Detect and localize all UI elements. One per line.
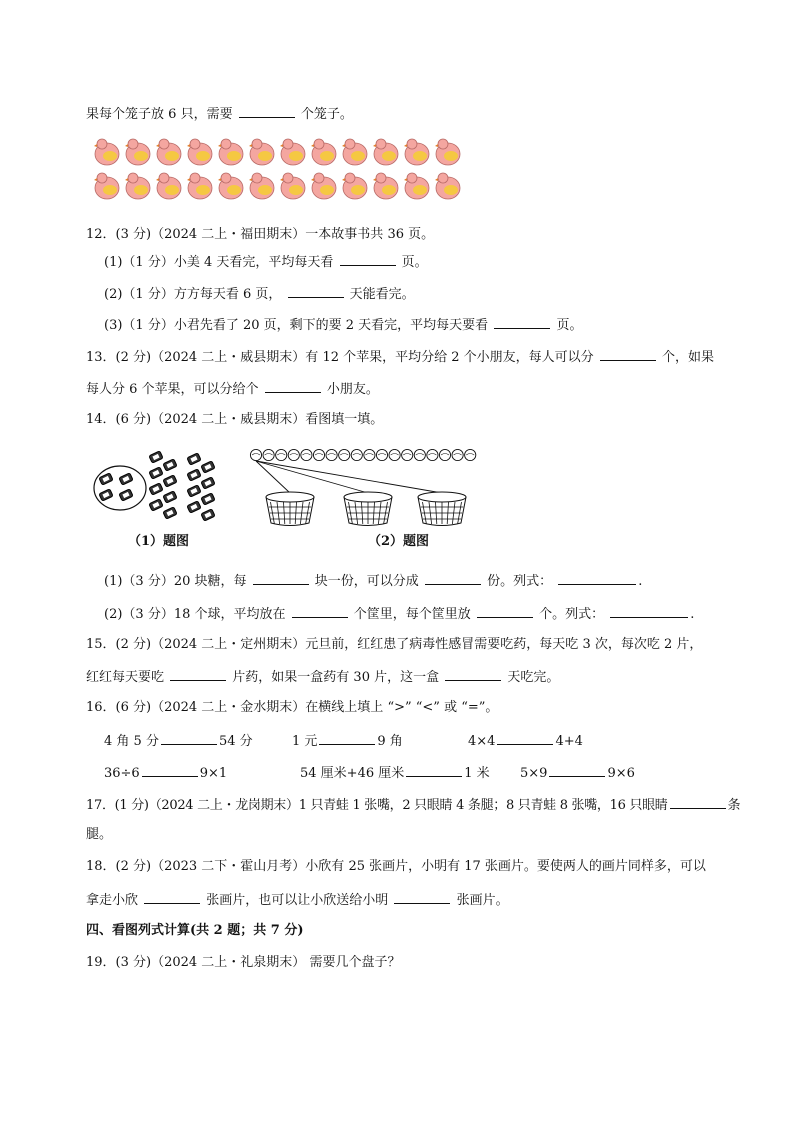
chick-icon — [249, 139, 274, 165]
answer-blank[interactable] — [477, 604, 533, 618]
q16-row2-c: 5×9 9×6 — [520, 763, 635, 783]
candy-icon — [163, 459, 177, 471]
chick-icon — [404, 139, 429, 165]
q14-sub2: (2)（3 分）18 个球，平均放在 个筐里，每个筐里放 个。列式： . — [104, 604, 694, 624]
q13-line1: 13．(2 分)（2024 二上・威县期末）有 12 个苹果，平均分给 2 个小朋友，每人可以分 个，如果 — [86, 347, 714, 367]
chick-icon — [94, 173, 119, 199]
chick-icon — [342, 173, 367, 199]
basket-icon — [266, 492, 314, 526]
answer-blank[interactable] — [144, 890, 200, 904]
candy-icon — [187, 485, 201, 497]
candy-icon — [163, 475, 177, 487]
equation-blank[interactable] — [610, 604, 688, 618]
candy-icon — [201, 461, 215, 473]
q14-sub1: (1)（3 分）20 块糖，每 块一份，可以分成 份。列式： . — [104, 571, 642, 591]
candy-icon — [99, 473, 113, 485]
q12-sub1: (1)（1 分）小美 4 天看完，平均每天看 页。 — [104, 252, 428, 272]
candy-icon — [201, 493, 215, 505]
compare-blank[interactable] — [549, 763, 605, 777]
section-4-heading: 四、看图列式计算(共 2 题；共 7 分) — [86, 923, 304, 938]
q18-line2: 拿走小欣 张画片，也可以让小欣送给小明 张画片。 — [86, 890, 509, 910]
chick-icon — [435, 139, 460, 165]
q16-row2-a: 36÷6 9×1 — [104, 763, 227, 783]
compare-blank[interactable] — [319, 731, 375, 745]
candy-icon — [187, 453, 201, 465]
chick-icon — [280, 139, 305, 165]
candy-icon — [201, 509, 215, 521]
q18-line1: 18．(2 分)（2023 二下・霍山月考）小欣有 25 张画片，小明有 17 张画片。要使两人的画片同样多，可以 — [86, 859, 706, 874]
answer-blank[interactable] — [253, 571, 309, 585]
compare-blank[interactable] — [406, 763, 462, 777]
q15-line1: 15．(2 分)（2024 二上・定州期末）元旦前，红红患了病毒性感冒需要吃药，每天吃 3 次，每次吃 2 片， — [86, 637, 703, 652]
q12-head: 12．(3 分)（2024 二上・福田期末）一本故事书共 36 页。 — [86, 227, 435, 242]
chick-icon — [404, 173, 429, 199]
chick-illustration — [86, 134, 466, 204]
chick-icon — [249, 173, 274, 199]
ball-row — [250, 449, 475, 493]
chick-icon — [156, 173, 181, 199]
answer-blank[interactable] — [265, 379, 321, 393]
candy-group — [94, 451, 215, 521]
equation-blank[interactable] — [558, 571, 636, 585]
fig1-label: （1）题图 — [128, 534, 190, 549]
compare-blank[interactable] — [161, 731, 217, 745]
chick-icon — [435, 173, 460, 199]
chick-icon — [218, 173, 243, 199]
candy-icon — [149, 451, 163, 463]
compare-blank[interactable] — [142, 763, 198, 777]
candy-icon — [99, 489, 113, 501]
circled-group — [94, 466, 146, 510]
chick-icon — [342, 139, 367, 165]
candy-icon — [149, 483, 163, 495]
q17-line2: 腿。 — [86, 827, 113, 842]
chick-icon — [125, 139, 150, 165]
q12-sub2: (2)（1 分）方方每天看 6 页， 天能看完。 — [104, 284, 415, 304]
basket-icon — [344, 492, 392, 526]
chick-icon — [94, 139, 119, 165]
candy-icon — [119, 489, 133, 501]
q16-row1-a: 4 角 5 分 54 分 — [104, 731, 253, 751]
answer-blank[interactable] — [494, 315, 550, 329]
candy-icon — [119, 473, 133, 485]
answer-blank[interactable] — [394, 890, 450, 904]
candy-icon — [149, 467, 163, 479]
answer-blank[interactable] — [670, 795, 726, 809]
q15-line2: 红红每天要吃 片药，如果一盒药有 30 片，这一盒 天吃完。 — [86, 667, 559, 687]
candy-icon — [149, 499, 163, 511]
chick-icon — [373, 173, 398, 199]
candy-icon — [163, 491, 177, 503]
chick-icon — [311, 173, 336, 199]
chick-icon — [311, 139, 336, 165]
compare-blank[interactable] — [497, 731, 553, 745]
chick-icon — [187, 139, 212, 165]
candy-icon — [163, 507, 177, 519]
chick-icon — [187, 173, 212, 199]
candy-icon — [187, 469, 201, 481]
chick-icon — [125, 173, 150, 199]
chick-icon — [280, 173, 305, 199]
q11-tail-line: 果每个笼子放 6 只，需要 个笼子。 — [86, 104, 353, 124]
chick-icon — [218, 139, 243, 165]
q16-row1-c: 4×4 4+4 — [468, 731, 583, 751]
q17-line1: 17．(1 分)（2024 二上・龙岗期末）1 只青蛙 1 张嘴，2 只眼睛 4 条腿；8 只青蛙 8 张嘴，16 只眼睛 条 — [86, 795, 740, 815]
answer-blank[interactable] — [340, 252, 396, 266]
fig2-label: （2）题图 — [368, 534, 430, 549]
q16-head: 16．(6 分)（2024 二上・金水期末）在横线上填上 “>” “<” 或 “=”。 — [86, 700, 499, 715]
answer-blank[interactable] — [445, 667, 501, 681]
candy-icon — [201, 477, 215, 489]
answer-blank[interactable] — [239, 104, 295, 118]
answer-blank[interactable] — [170, 667, 226, 681]
q13-line2: 每人分 6 个苹果，可以分给个 小朋友。 — [86, 379, 379, 399]
q16-row2-b: 54 厘米+46 厘米 1 米 — [300, 763, 490, 783]
basket-icon — [418, 492, 466, 526]
candy-icon — [187, 501, 201, 513]
chick-icon — [373, 139, 398, 165]
q14-head: 14．(6 分)（2024 二上・威县期末）看图填一填。 — [86, 412, 384, 427]
answer-blank[interactable] — [425, 571, 481, 585]
answer-blank[interactable] — [288, 284, 344, 298]
q19-head: 19．(3 分)（2024 二上・礼泉期末） 需要几个盘子？ — [86, 955, 401, 970]
answer-blank[interactable] — [292, 604, 348, 618]
q16-row1-b: 1 元 9 角 — [292, 731, 403, 751]
chick-icon — [156, 139, 181, 165]
basket-group — [266, 492, 466, 526]
q12-sub3: (3)（1 分）小君先看了 20 页，剩下的要 2 天看完，平均每天要看 页。 — [104, 315, 582, 335]
answer-blank[interactable] — [600, 347, 656, 361]
